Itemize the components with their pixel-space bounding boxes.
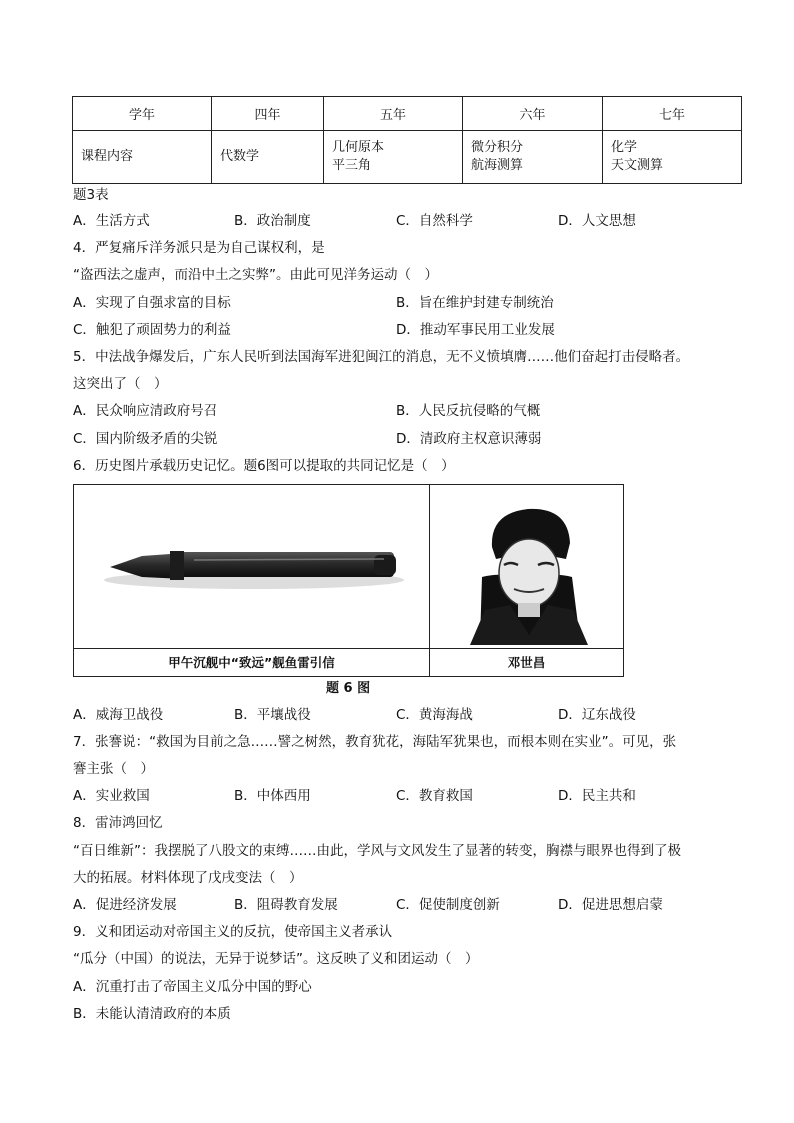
q7-option-b: B．中体西用: [234, 788, 311, 804]
q8-stem: 8．雷沛鸿回忆: [73, 815, 163, 831]
q6-option-a: A．威海卫战役: [73, 707, 164, 723]
q5-stem: 这突出了（ ）: [73, 376, 168, 392]
q3-option-d: D．人文思想: [558, 213, 636, 229]
q8-stem: 大的拓展。材料体现了戊戌变法（ ）: [73, 870, 303, 886]
table-cell: [463, 131, 603, 184]
table-cell: [603, 131, 742, 184]
q8-option-a: A．促进经济发展: [73, 897, 177, 913]
table-header-cell: 七年: [603, 97, 742, 131]
q8-stem: “百日维新”：我摆脱了八股文的束缚……由此，学风与文风发生了显著的转变，胸襟与眼界也得到了极: [73, 843, 681, 859]
q6-option-c: C．黄海海战: [396, 707, 473, 723]
table-cell-line: 微分积分: [471, 140, 524, 155]
q4-option-b: B．旨在维护封建专制统治: [396, 295, 554, 311]
deng-shichang-portrait: [430, 485, 623, 648]
table-caption: 题3表: [73, 187, 109, 203]
table-cell-line: 航海测算: [471, 158, 524, 173]
figure-caption-row: [74, 648, 623, 676]
q5-option-a: A．民众响应清政府号召: [73, 403, 218, 419]
figure-caption-right: 邓世昌: [507, 655, 546, 670]
q9-stem: 9．义和团运动对帝国主义的反抗，使帝国主义者承认: [73, 924, 393, 940]
q4-option-c: C．触犯了顽固势力的利益: [73, 322, 231, 338]
q5-stem: 5．中法战争爆发后，广东人民听到法国海军进犯闽江的消息，无不义愤填膺……他们奋起打击侵略者。: [73, 349, 690, 365]
q4-option-a: A．实现了自强求富的目标: [73, 295, 231, 311]
figure-title: 题 6 图: [326, 681, 371, 696]
q6-option-d: D．辽东战役: [558, 707, 636, 723]
curriculum-table: [72, 96, 742, 184]
q7-stem: 7．张謇说：“救国为目前之急……譬之树然，教育犹花，海陆军犹果也，而根本则在实业”。可见，张: [73, 734, 677, 750]
table-cell-line: 化学: [611, 140, 638, 155]
table-cell-line: 平三角: [332, 158, 372, 173]
q4-stem: 4．严复痛斥洋务派只是为自己谋权利，是: [73, 240, 325, 256]
q6-option-b: B．平壤战役: [234, 707, 311, 723]
q5-option-d: D．清政府主权意识薄弱: [396, 431, 542, 447]
q7-stem: 謇主张（ ）: [73, 761, 154, 777]
torpedo-fuse-image: [74, 485, 429, 648]
q3-option-a: A．生活方式: [73, 213, 150, 229]
q4-stem: “盗西法之虚声，而沿中土之实弊”。由此可见洋务运动（ ）: [73, 267, 438, 283]
table-header-cell: 六年: [463, 97, 603, 131]
table-cell: [212, 131, 324, 184]
q9-stem: “瓜分（中国）的说法，无异于说梦话”。这反映了义和团运动（ ）: [73, 951, 479, 967]
portrait-image: [430, 485, 623, 648]
q7-option-d: D．民主共和: [558, 788, 636, 804]
torpedo-fuse-photo: [74, 485, 430, 648]
table-cell: [73, 131, 212, 184]
table-cell-line: 几何原本: [332, 140, 385, 155]
q9-option-a: A．沉重打击了帝国主义瓜分中国的野心: [73, 979, 312, 995]
q3-option-b: B．政治制度: [234, 213, 311, 229]
q8-option-d: D．促进思想启蒙: [558, 897, 663, 913]
q8-option-c: C．促使制度创新: [396, 897, 500, 913]
table-header-cell: 学年: [73, 97, 212, 131]
q9-option-b: B．未能认清清政府的本质: [73, 1006, 231, 1022]
table-cell-line: 代数学: [220, 149, 260, 164]
q5-option-c: C．国内阶级矛盾的尖锐: [73, 431, 218, 447]
table-cell-line: 课程内容: [81, 149, 134, 164]
q7-option-a: A．实业救国: [73, 788, 150, 804]
table-cell-line: 天文测算: [611, 158, 664, 173]
table-cell: [324, 131, 463, 184]
table-header-cell: 五年: [324, 97, 463, 131]
table-row: [73, 131, 742, 184]
table-header-cell: 四年: [212, 97, 324, 131]
q7-option-c: C．教育救国: [396, 788, 473, 804]
q6-stem: 6．历史图片承载历史记忆。题6图可以提取的共同记忆是（ ）: [73, 458, 455, 474]
q5-option-b: B．人民反抗侵略的气概: [396, 403, 541, 419]
q4-option-d: D．推动军事民用工业发展: [396, 322, 555, 338]
figure-caption-left: 甲午沉舰中“致远”舰鱼雷引信: [74, 649, 430, 676]
q6-figure: [73, 484, 624, 677]
q3-option-c: C．自然科学: [396, 213, 473, 229]
q8-option-b: B．阻碍教育发展: [234, 897, 338, 913]
table-header-row: [73, 97, 742, 131]
